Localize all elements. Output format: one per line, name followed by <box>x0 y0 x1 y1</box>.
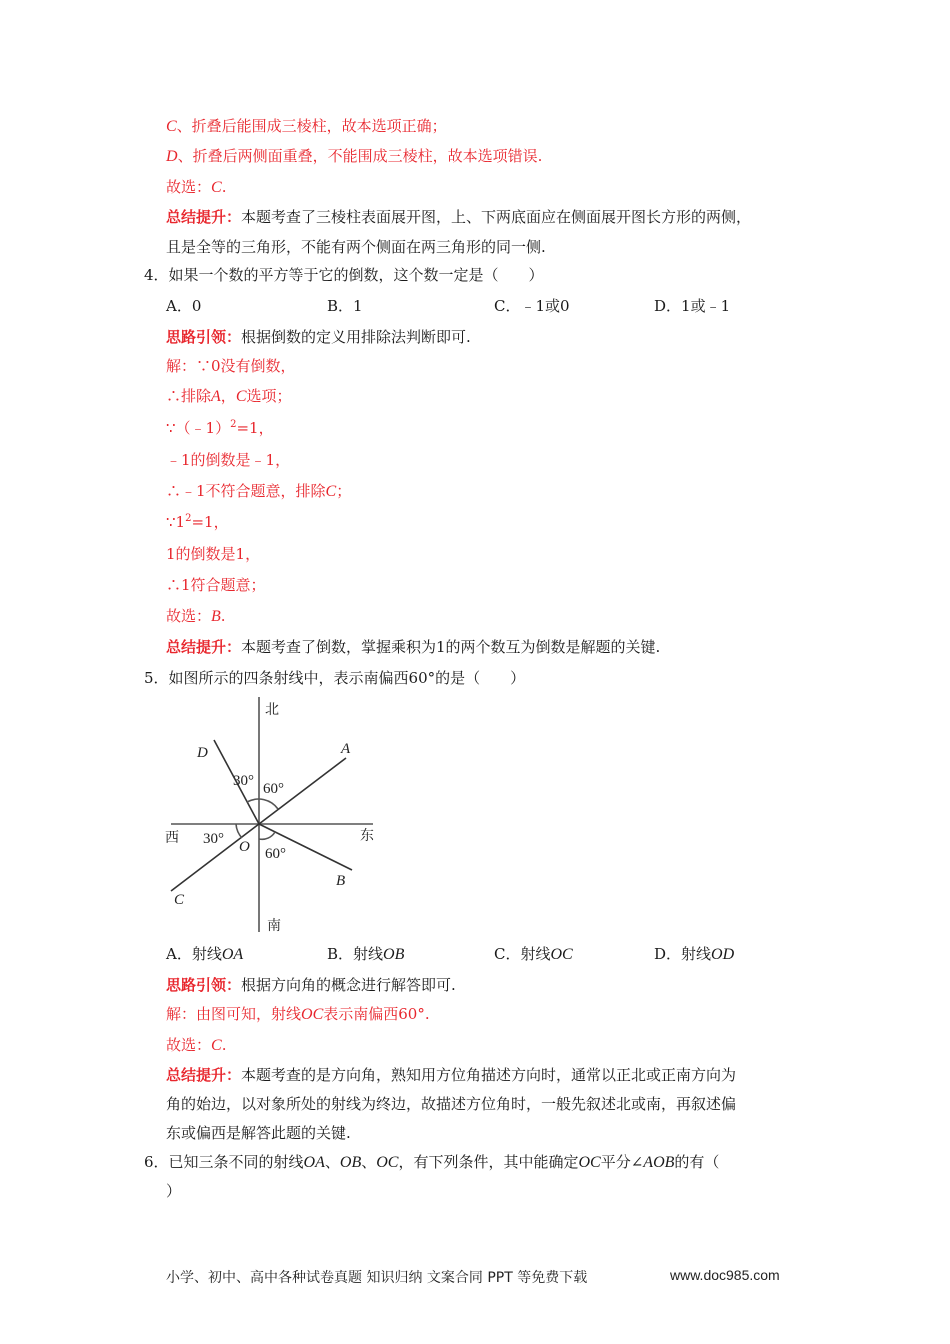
t: OB <box>339 1154 362 1171</box>
label-a: A <box>341 741 351 757</box>
t: 的有（ <box>674 1153 720 1171</box>
hint-label: 思路引领： <box>166 976 242 994</box>
q4-step-4: ﹣1的倒数是﹣1， <box>166 451 291 469</box>
q4-option-b: B．1 <box>327 297 363 315</box>
t: 、 <box>324 1153 340 1171</box>
summary-label: 总结提升： <box>166 638 242 656</box>
q4-step-5 <box>166 481 351 501</box>
t: OC <box>578 1154 601 1171</box>
label-o: O <box>239 839 250 855</box>
letter: D <box>166 148 178 165</box>
answer-prefix: 故选： <box>166 178 212 196</box>
text: 、折叠后能围成三棱柱，故本选项正确； <box>176 117 447 135</box>
angle-arc-west <box>236 824 242 838</box>
answer-letter: C <box>211 1037 222 1054</box>
t: 6．已知三条不同的射线 <box>144 1153 304 1171</box>
letter: C <box>166 118 177 135</box>
t: AOB <box>643 1154 675 1171</box>
footer-url[interactable]: www.doc985.com <box>670 1267 780 1283</box>
exponent: 2 <box>185 513 192 524</box>
q5-answer: 故选：C. <box>166 1036 227 1054</box>
t: OC <box>550 946 573 963</box>
q5-option-d <box>654 944 734 965</box>
q5-solution <box>166 1004 430 1024</box>
t: =1， <box>236 419 274 437</box>
angle-label-60-south: 60° <box>265 846 286 862</box>
q5-option-a <box>166 944 243 965</box>
summary-text: 本题考查了倒数，掌握乘积为1的两个数互为倒数是解题的关键. <box>241 638 661 656</box>
t: 表示南偏西60°. <box>323 1005 430 1023</box>
angle-label-30-north: 30° <box>233 773 254 789</box>
q3-answer: 故选：C. <box>166 178 227 196</box>
summary-label: 总结提升： <box>166 208 242 226</box>
q5-options <box>166 944 866 964</box>
t: B．射线 <box>327 945 384 963</box>
t: C．射线 <box>494 945 551 963</box>
footer <box>166 1267 780 1287</box>
label-c: C <box>174 892 185 908</box>
q3-summary-cont: 且是全等的三角形，不能有两个侧面在两三角形的同一侧. <box>166 238 546 256</box>
label-south: 南 <box>267 918 281 934</box>
q4-summary <box>166 637 660 657</box>
q4-option-d: D．1或﹣1 <box>654 297 731 315</box>
t: ； <box>336 482 352 500</box>
footer-text: 小学、初中、高中各种试卷真题 知识归纳 文案合同 PPT 等免费下载 <box>166 1270 588 1286</box>
hint-text: 根据倒数的定义用排除法判断即可. <box>241 328 471 346</box>
q4-option-a: A．0 <box>166 297 202 315</box>
q4-answer: 故选：B. <box>166 607 226 625</box>
t: OD <box>711 946 735 963</box>
q4-step-8: ∴1符合题意； <box>166 576 266 594</box>
q6-question-cont: ） <box>166 1182 182 1200</box>
q6-question <box>144 1152 719 1172</box>
t: ，有下列条件，其中能确定 <box>398 1153 579 1171</box>
q5-option-c <box>494 944 573 965</box>
q4-step-7: 1的倒数是1， <box>166 545 261 563</box>
t: OC <box>301 1006 324 1023</box>
t: ∴排除 <box>166 387 212 405</box>
t: OB <box>383 946 405 963</box>
label-b: B <box>336 873 346 889</box>
t: ∵1 <box>166 513 186 531</box>
q4-step-2 <box>166 386 292 406</box>
label-d: D <box>197 745 208 761</box>
t: OC <box>376 1154 399 1171</box>
q4-hint <box>166 327 471 347</box>
hint-text: 根据方向角的概念进行解答即可. <box>241 976 456 994</box>
t: D．射线 <box>654 945 712 963</box>
q5-question: 5．如图所示的四条射线中，表示南偏西60°的是（ ） <box>144 669 526 687</box>
summary-text: 本题考查了三棱柱表面展开图，上、下两底面应在侧面展开图长方形的两侧， <box>241 208 752 226</box>
q4-option-c: C．﹣1或0 <box>494 297 570 315</box>
t: ∴﹣1不符合题意，排除 <box>166 482 326 500</box>
t: OA <box>221 946 244 963</box>
label-north: 北 <box>265 702 279 718</box>
t: C <box>325 483 337 500</box>
exponent: 2 <box>230 419 237 430</box>
text: 、折叠后两侧面重叠，不能围成三棱柱，故本选项错误. <box>177 147 543 165</box>
angle-arc-north <box>247 799 278 809</box>
q4-step-1: 解：∵0没有倒数， <box>166 357 296 375</box>
t: =1， <box>191 513 229 531</box>
t: A <box>211 388 221 405</box>
answer-letter: B <box>211 608 221 625</box>
q5-hint <box>166 975 456 995</box>
q4-question: 4．如果一个数的平方等于它的倒数，这个数一定是（ ） <box>144 266 544 284</box>
q3-summary <box>166 207 751 227</box>
t: C <box>235 388 247 405</box>
t: ∵（﹣1） <box>166 419 231 437</box>
angle-arc-south <box>259 832 275 839</box>
q4-step-3 <box>166 418 274 438</box>
q4-options <box>166 296 866 316</box>
t: OA <box>303 1154 325 1171</box>
q5-summary <box>166 1065 736 1085</box>
q5-summary-cont: 角的始边，以对象所处的射线为终边，故描述方位角时，一般先叙述北或南，再叙述偏 <box>166 1095 737 1113</box>
q4-step-6 <box>166 512 229 532</box>
answer-letter: C <box>211 179 222 196</box>
t: 解：由图可知，射线 <box>166 1005 302 1023</box>
t: A．射线 <box>166 945 222 963</box>
q5-option-b <box>327 944 404 965</box>
answer-prefix: 故选： <box>166 1036 212 1054</box>
t: 平分∠ <box>600 1153 644 1171</box>
direction-diagram <box>150 690 390 940</box>
summary-label: 总结提升： <box>166 1066 242 1084</box>
angle-label-30-west: 30° <box>203 831 224 847</box>
angle-label-60-north: 60° <box>263 781 284 797</box>
q3-option-c-analysis <box>166 116 447 136</box>
summary-text: 本题考查的是方向角，熟知用方位角描述方向时，通常以正北或正南方向为 <box>241 1066 737 1084</box>
answer-prefix: 故选： <box>166 607 212 625</box>
t: ， <box>220 387 236 405</box>
t: 选项； <box>246 387 292 405</box>
label-east: 东 <box>360 828 374 844</box>
label-west: 西 <box>165 830 179 846</box>
hint-label: 思路引领： <box>166 328 242 346</box>
q5-summary-cont: 东或偏西是解答此题的关键. <box>166 1124 351 1142</box>
t: 、 <box>361 1153 377 1171</box>
q3-option-d-analysis <box>166 146 542 166</box>
